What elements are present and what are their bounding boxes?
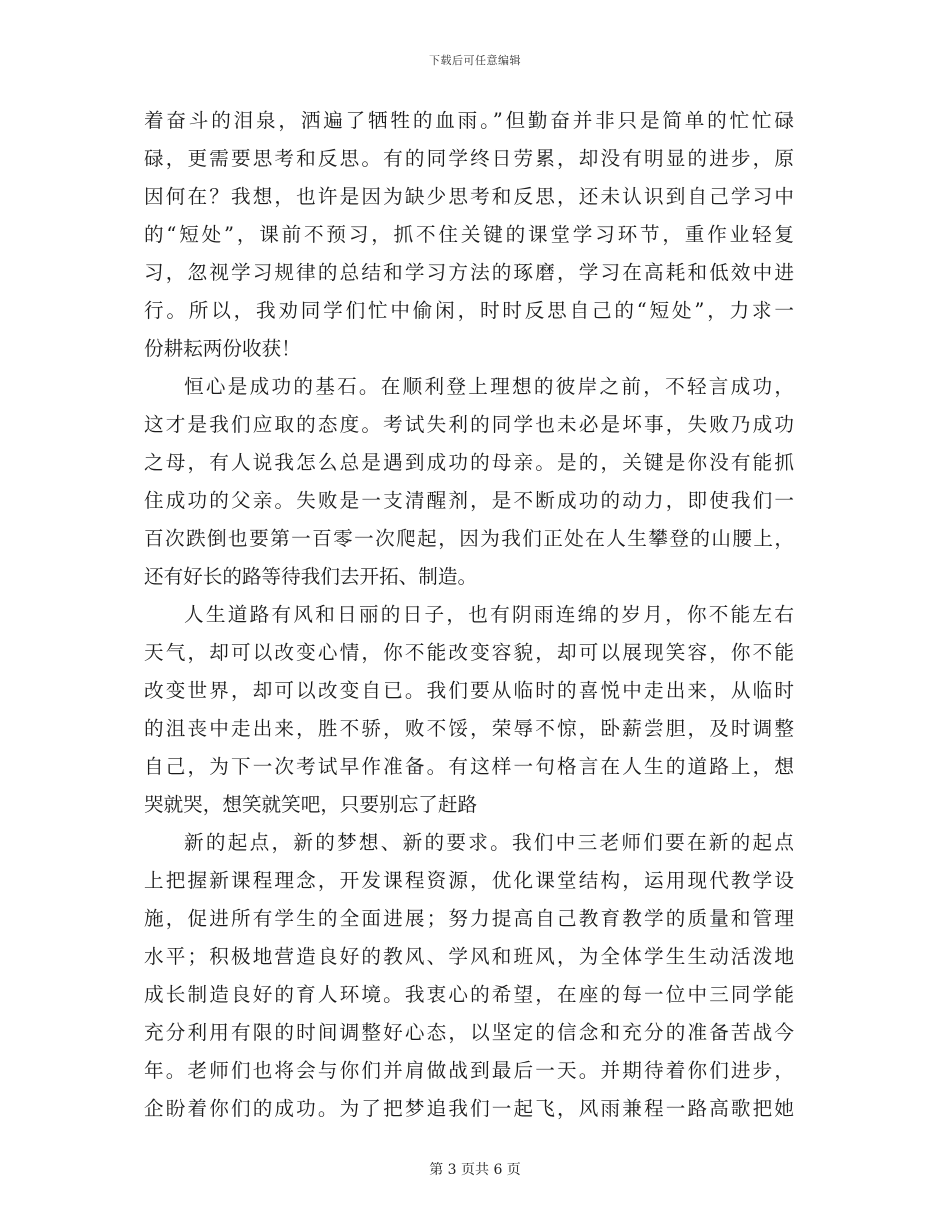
text-line: 成长制造良好的育人环境。我衷心的希望，在座的每一位中三同学能 bbox=[144, 983, 794, 1006]
text-line: 充分利用有限的时间调整好心态，以坚定的信念和充分的准备苦战今 bbox=[144, 1021, 794, 1044]
text-line: 碌，更需要思考和反思。有的同学终日劳累，却没有明显的进步，原 bbox=[144, 147, 794, 170]
text-line: 哭就哭，想笑就笑吧，只要别忘了赶路 bbox=[144, 793, 478, 816]
text-line: 自己，为下一次考试早作准备。有这样一句格言在人生的道路上，想 bbox=[144, 755, 794, 778]
text-line: 的沮丧中走出来，胜不骄，败不馁，荣辱不惊，卧薪尝胆，及时调整 bbox=[144, 717, 794, 740]
paragraph-4 bbox=[144, 824, 794, 1128]
text-line: 住成功的父亲。失败是一支清醒剂，是不断成功的动力，即使我们一 bbox=[144, 489, 794, 512]
text-line: 天气，却可以改变心情，你不能改变容貌，却可以展现笑容，你不能 bbox=[144, 641, 794, 664]
document-body bbox=[144, 102, 794, 1128]
paragraph-2 bbox=[144, 368, 794, 596]
page-footer: 第 3 页共 6 页 bbox=[429, 1162, 521, 1178]
text-line: 这才是我们应取的态度。考试失利的同学也未必是坏事，失败乃成功 bbox=[144, 413, 794, 436]
text-line: 的“短处”，课前不预习，抓不住关键的课堂学习环节，重作业轻复 bbox=[144, 223, 794, 246]
text-line: 还有好长的路等待我们去开拓、制造。 bbox=[144, 565, 478, 588]
text-line: 人生道路有风和日丽的日子，也有阴雨连绵的岁月，你不能左右 bbox=[184, 603, 794, 626]
text-line: 百次跌倒也要第一百零一次爬起，因为我们正处在人生攀登的山腰上， bbox=[144, 527, 794, 550]
text-line: 年。老师们也将会与你们并肩做战到最后一天。并期待着你们进步， bbox=[144, 1059, 794, 1082]
text-line: 份耕耘两份收获！ bbox=[144, 337, 301, 360]
text-line: 改变世界，却可以改变自已。我们要从临时的喜悦中走出来，从临时 bbox=[144, 679, 794, 702]
paragraph-3 bbox=[144, 596, 794, 824]
text-line: 着奋斗的泪泉，洒遍了牺牲的血雨。”但勤奋并非只是简单的忙忙碌 bbox=[144, 109, 794, 132]
text-line: 之母，有人说我怎么总是遇到成功的母亲。是的，关键是你没有能抓 bbox=[144, 451, 794, 474]
text-line: 新的起点，新的梦想、新的要求。我们中三老师们要在新的起点 bbox=[184, 831, 794, 854]
text-line: 企盼着你们的成功。为了把梦追我们一起飞，风雨兼程一路高歌把她 bbox=[144, 1097, 794, 1120]
text-line: 行。所以，我劝同学们忙中偷闲，时时反思自己的“短处”，力求一 bbox=[144, 299, 794, 322]
text-line: 施，促进所有学生的全面进展；努力提高自己教育教学的质量和管理 bbox=[144, 907, 794, 930]
text-line: 恒心是成功的基石。在顺利登上理想的彼岸之前，不轻言成功， bbox=[184, 375, 794, 398]
text-line: 水平；积极地营造良好的教风、学风和班风，为全体学生生动活泼地 bbox=[144, 945, 794, 968]
text-line: 因何在？我想，也许是因为缺少思考和反思，还未认识到自己学习中 bbox=[144, 185, 794, 208]
text-line: 上把握新课程理念，开发课程资源，优化课堂结构，运用现代教学设 bbox=[144, 869, 794, 892]
paragraph-1 bbox=[144, 102, 794, 368]
page-header: 下载后可任意编辑 bbox=[429, 54, 521, 67]
text-line: 习，忽视学习规律的总结和学习方法的琢磨，学习在高耗和低效中进 bbox=[144, 261, 794, 284]
